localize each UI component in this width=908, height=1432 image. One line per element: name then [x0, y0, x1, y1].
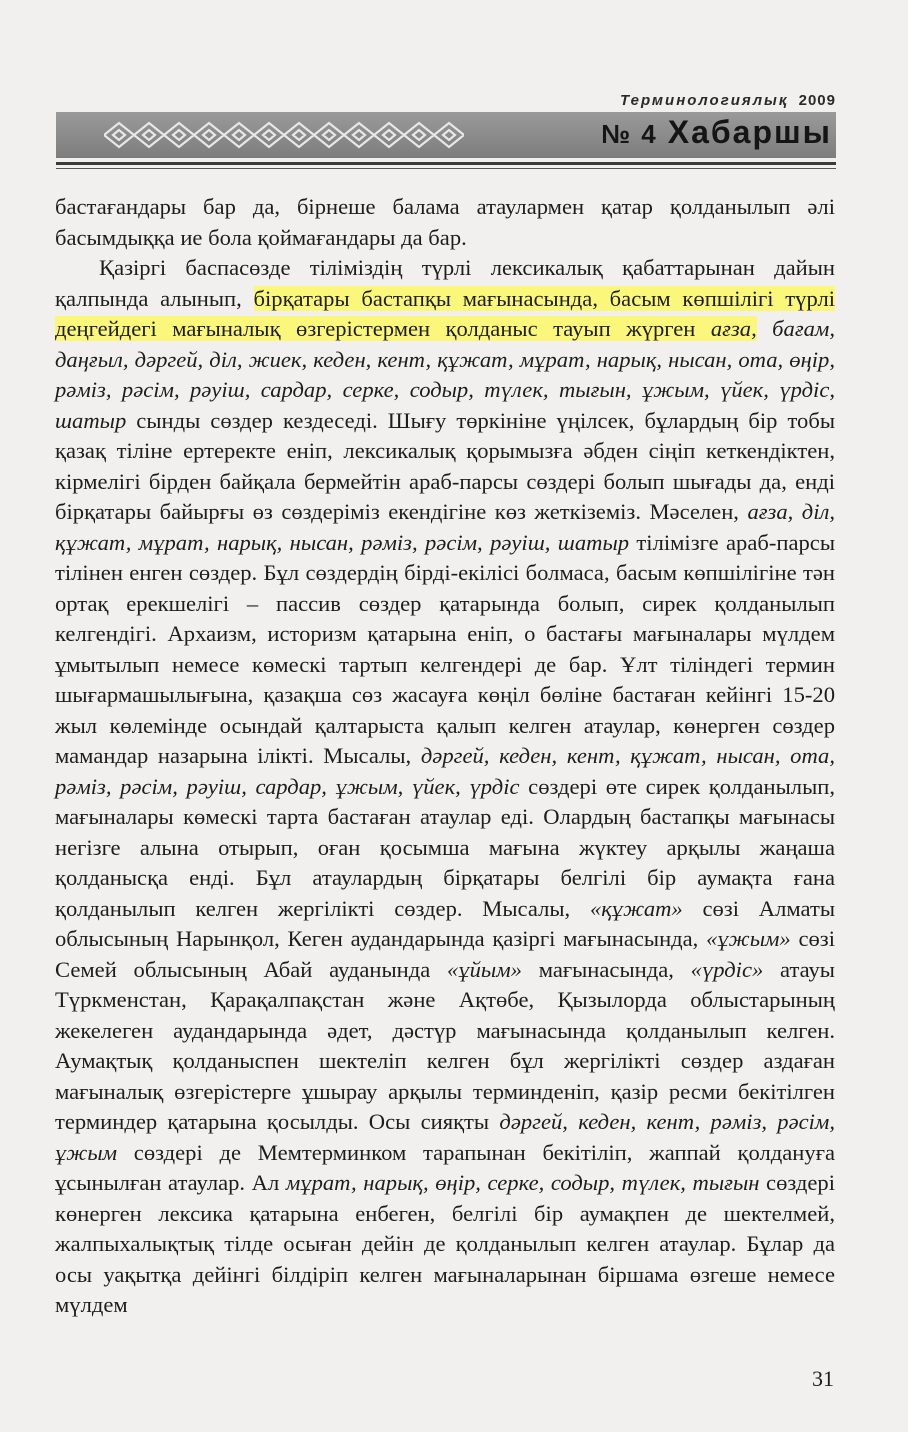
term-quote: «үрдіс» [690, 956, 764, 982]
term-list: дәргей, кеден, кент, құжат, нысан, ота, рәміз, рәсім, рәуіш, сардар, ұжым, үйек, үрдіс [55, 743, 836, 799]
issue-title [601, 114, 832, 151]
header-rule-thin [56, 168, 836, 169]
highlighted-term: ағза, [710, 316, 757, 341]
header-rule-thick [56, 162, 836, 165]
issue-number: № 4 [601, 119, 658, 149]
text-run: бастағандары бар да, бірнеше балама атаулармен қатар қолданылып әлі басымдыққа ие бола қоймағандары да бар. [55, 194, 835, 250]
text-run: тілімізге араб-парсы тілінен енген сөздер. Бұл сөздердің бірді-екілісі болмаса, басым көпшілігіне тән ортақ ерекшелігі – пассив сөздер қатарында болып, сирек қолданылып келгендігі. Архаизм, историзм қатарына еніп, о бастағы мағыналары мүлдем ұмытылып немесе көмескі тартып келгендері де бар. Ұлт тіліндегі термин шығармашылығына, қазақша сөз жасауға көңіл бөліне бастаған кейінгі 15-20 жыл көлемінде осындай қалтарыста қалып келген атаулар, көнерген сөздер мамандар назарына ілікті. Мысалы, [55, 529, 836, 768]
article-body [55, 192, 835, 1321]
text-run: сөзі Семей облысының Абай ауданында [55, 926, 835, 982]
text-run: сөздері де Мемтерминком тарапынан бекітіліп, жаппай қолдануға ұсынылған атаулар. Ал [55, 1139, 835, 1195]
term-quote: «құжат» [589, 895, 683, 921]
page-number: 31 [812, 1366, 834, 1391]
term-list: бағам, даңғыл, дәргей, діл, жиек, кеден, кент, құжат, мұрат, нарық, нысан, ота, өңір, рәміз, рәсім, рәуіш, сардар, серке, содыр, түлек, тығын, ұжым, үйек, үрдіс, шатыр [55, 316, 835, 433]
text-run: сынды сөздер кездеседі. Шығу төркініне үңілсек, бұлардың бір тобы қазақ тіліне ертеректе еніп, лексикалық қорымызға әбден сіңіп кеткендіктен, кірмелігі бірден байқала бермейтін араб-парсы сөздері болып шығады да, енді бірқатары байырғы өз сөздеріміз екендігіне көз жеткіземіз. Мәселен, [55, 407, 835, 524]
paragraph-main [55, 253, 835, 1321]
text-run: сөзі Алматы облысының Нарынқол, Кеген аудандарында қазіргі мағынасында, [55, 895, 835, 951]
text-run: сөздері көнерген лексика қатарына енбеген, белгілі бір аумақпен де шектелмей, жалпыхалықтық тілде осыған дейін де қолданылып келген атаулар. Бұлар да осы уақытқа дейінгі білдіріп келген мағыналарынан біршама өзгеше немесе мүлдем [55, 1170, 835, 1317]
term-quote: «ұжым» [706, 926, 791, 951]
text-run: сөздері өте сирек қолданылып, мағыналары көмескі тарта бастаған атаулар еді. Олардың бастапқы мағынасы негізге алына отырып, оған қосымша мағына жүктеу арқылы жаңаша қолданысқа енді. Бұл атаулардың бірқатары белгілі бір аумақта ғана қолданылып келген жергілікті сөздер. Мысалы, [55, 773, 835, 921]
journal-title-top: Терминологиялық [620, 92, 789, 109]
term-list: ағза, діл, құжат, мұрат, нарық, нысан, рәміз, рәсім, рәуіш, шатыр [55, 499, 835, 555]
header-banner [56, 112, 836, 158]
journal-year: 2009 [798, 92, 836, 109]
text-run: атауы Түркменстан, Қарақалпақстан және Ақтөбе, Қызылорда облыстарының жекелеген аудандарында әдет, дәстүр мағынасында қолданылып келген. Аумақтық қолданыспен шектеліп келген бұл жергілікті сөздер аздаған мағыналық өзгерістерге ұшырау арқылы терминденіп, қазір ресми бекітілген терминдер қатарына қосылды. Осы сияқты [55, 956, 835, 1134]
highlighted-text: бірқатары бастапқы мағынасында, басым көпшілігі түрлі деңгейдегі мағыналық өзгерістермен қолданыс тауып жүрген [55, 285, 835, 341]
text-run: Қазіргі баспасөзде тіліміздің түрлі лексикалық қабаттарынан дайын қалпында алынып, [55, 255, 835, 311]
text-run: мағынасында, [521, 956, 691, 982]
term-quote: «ұйым» [447, 956, 522, 982]
journal-title-main: Хабаршы [667, 114, 832, 150]
term-list: мұрат, нарық, өңір, серке, содыр, түлек, тығын [285, 1170, 760, 1195]
journal-name [620, 92, 836, 109]
paragraph-continuation [55, 192, 835, 253]
ornament-pattern-icon [104, 120, 464, 150]
term-list: дәргей, кеден, кент, рәміз, рәсім, ұжым [55, 1109, 835, 1165]
journal-header [56, 80, 836, 170]
